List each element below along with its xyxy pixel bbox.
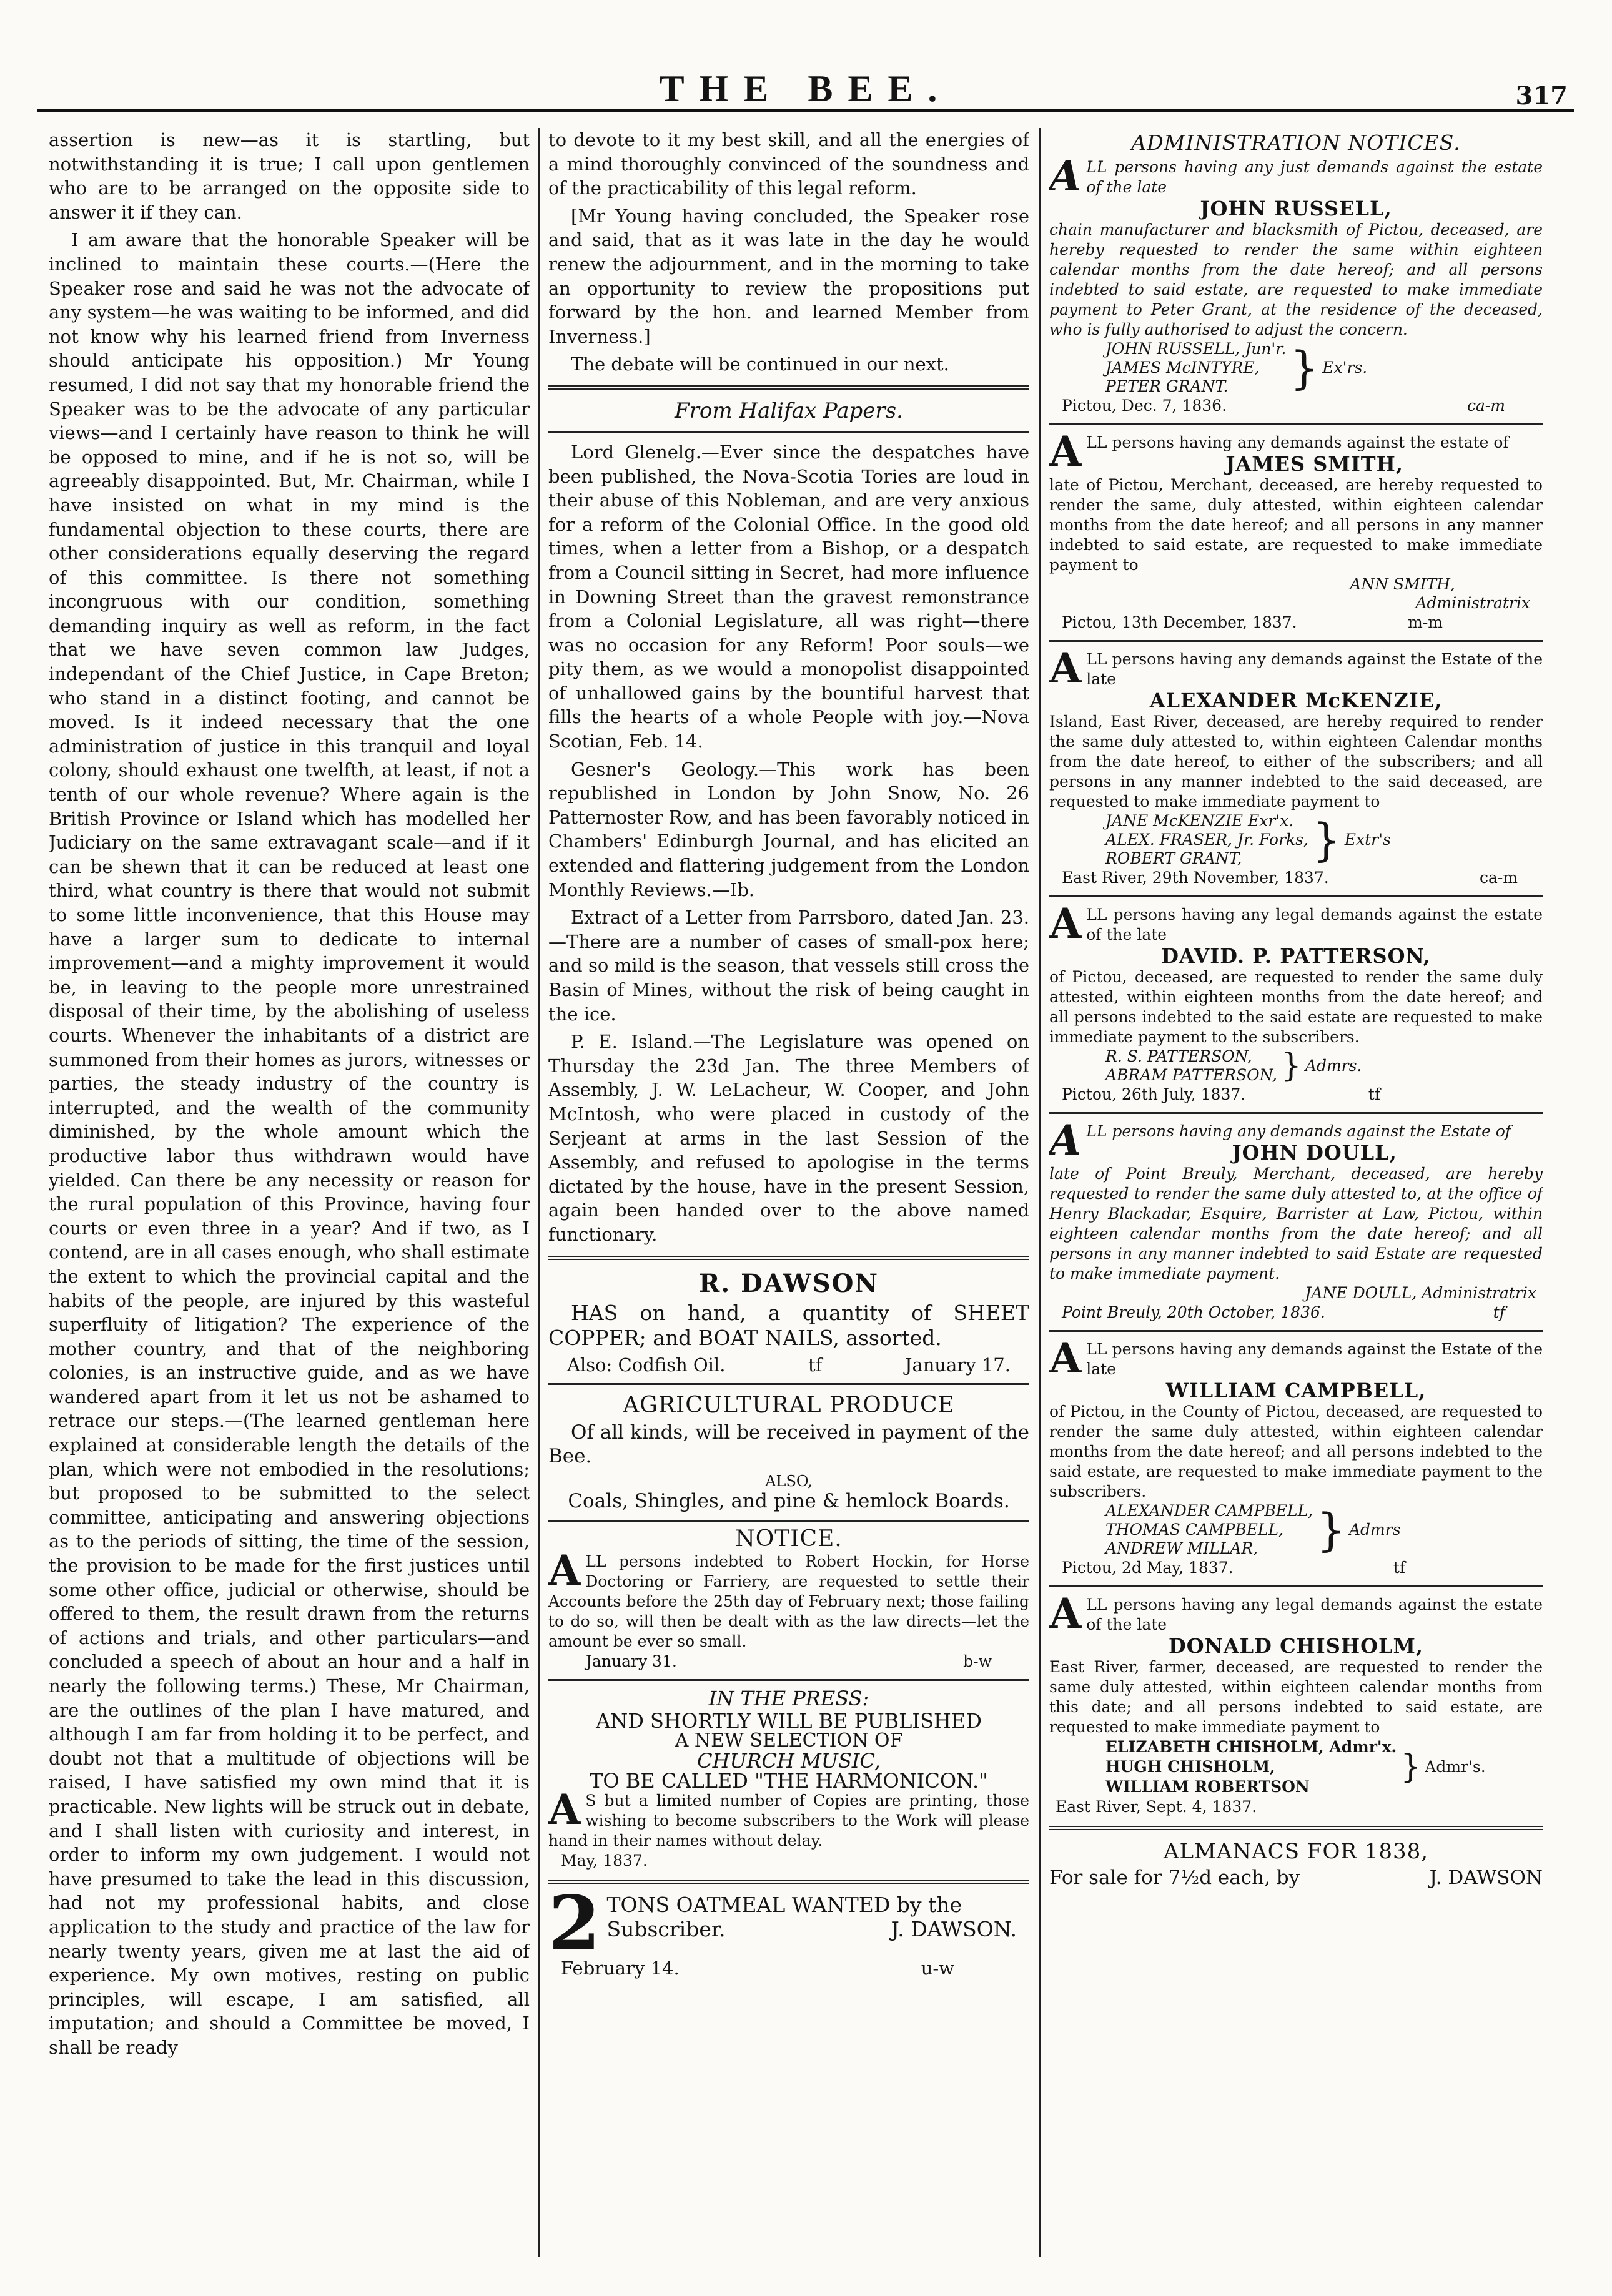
column-divider-2 <box>1039 128 1041 2257</box>
notice-place-date: Pictou, 26th July, 1837. <box>1062 1085 1246 1103</box>
notice-lead: LL persons having any legal demands against the estate of the late <box>1086 905 1543 944</box>
press-line5: TO BE CALLED "THE HARMONICON." <box>590 1768 988 1793</box>
column-3 <box>1049 128 1543 2259</box>
notice-code: ca-m <box>1466 397 1505 415</box>
masthead-rule <box>37 109 1574 112</box>
signatory: ROBERT GRANT, <box>1105 849 1242 867</box>
almanac-ad <box>1049 1839 1543 1889</box>
notice-campbell <box>1049 1334 1543 1578</box>
press-date: May, 1837. <box>561 1851 648 1870</box>
notice-body: Island, East River, deceased, are hereby required to render the same duly attested to, within eighteen Calendar months from the date hereof, to either of the subscribers; and all persons in any manner indebted to the said deceased, are requested to make immediate payment to <box>1049 712 1543 810</box>
notice-place-date: Pictou, 2d May, 1837. <box>1062 1559 1234 1577</box>
notice-lead: LL persons having any just demands against the estate of the late <box>1086 158 1543 196</box>
notice-chisholm <box>1049 1589 1543 1817</box>
oatmeal-code: u-w <box>921 1957 954 1979</box>
signatory-role: Ex'rs. <box>1322 358 1368 377</box>
signatory: JAMES McINTYRE, <box>1105 358 1260 377</box>
notice-doull <box>1049 1116 1543 1323</box>
drop-cap: A <box>1049 899 1082 948</box>
deceased-name: JOHN RUSSELL, <box>1200 197 1392 220</box>
signatory: ALEXANDER CAMPBELL, <box>1105 1502 1313 1520</box>
oatmeal-name: J. DAWSON. <box>891 1916 1017 1941</box>
speech-ending: to devote to it my best skill, and all the energies of a mind thoroughly convinced of the soundness and of the practicability of this legal reform. <box>548 129 1029 199</box>
section-rule <box>548 1679 1029 1681</box>
dawson-ad <box>548 1269 1029 1376</box>
brace: } <box>1312 814 1341 866</box>
oatmeal-line1: TONS OATMEAL WANTED by the <box>606 1892 962 1917</box>
notice-smith <box>1049 427 1543 633</box>
notice-place-date: Pictou, Dec. 7, 1836. <box>1062 397 1227 415</box>
speaker-note: [Mr Young having concluded, the Speaker rose and said, that as it was late in the day he would renew the adjournment, and in the morning to take an opportunity to review the propositions put forward by the hon. and learned Member from Inverness.] <box>548 205 1029 347</box>
masthead <box>37 56 1574 112</box>
signatory: ELIZABETH CHISHOLM, Admr'x. <box>1105 1738 1397 1756</box>
agri-also: ALSO, <box>765 1472 813 1490</box>
deceased-name: WILLIAM CAMPBELL, <box>1165 1379 1427 1402</box>
deceased-name: ALEXANDER McKENZIE, <box>1149 689 1443 712</box>
almanac-body: For sale for 7½d each, by <box>1049 1866 1300 1889</box>
agri-heading: AGRICULTURAL PRODUCE <box>623 1392 955 1418</box>
drop-cap: A <box>1049 644 1082 692</box>
signatory: ANN SMITH, <box>1350 575 1455 593</box>
dawson-date: January 17. <box>904 1354 1011 1376</box>
notice-body: chain manufacturer and blacksmith of Pictou, deceased, are hereby requested to render the same within eighteen calendar months from the date hereof; and all persons indebted to said estate, are requested to make immediate payment to Peter Grant, at the residence of the deceased, who is fully authorised to adjust the concern. <box>1049 220 1543 338</box>
notice-body: East River, farmer, deceased, are requested to render the same duly attested, within eighteen calendar months from this date; and all persons indebted to said estate, are requested to make immediate payment to <box>1049 1658 1543 1736</box>
agricultural-ad <box>548 1392 1029 1512</box>
signatory: WILLIAM ROBERTSON <box>1105 1778 1310 1796</box>
dawson-tf: tf <box>808 1354 823 1376</box>
halifax-heading: From Halifax Papers. <box>675 398 903 423</box>
deceased-name: JAMES SMITH, <box>1225 452 1403 476</box>
notice-lead: LL persons having any legal demands against the estate of the late <box>1086 1595 1543 1633</box>
speech-body: I am aware that the honorable Speaker will be inclined to maintain these courts.—(Here the Speaker rose and said he was not the advocate of any system—he was waiting to be informed, and did not know why his learned friend from Inverness should anticipate his opposition.) Mr Young resumed, I did not say that my honorable friend the Speaker was to be the advocate of any particular views—and I certainly have reason to think he will be opposed to mine, and if he is not so, will be agreeably disappointed. But, Mr. Chairman, while I have insisted on what in my mind is the fundamental objection to these courts, there are other considerations equally deserving the regard of this committee. Is there not something incongruous with our condition, something demanding inquiry as well as reform, in the fact that we have seven common law Judges, independant of the Chief Justice, in Cape Breton; who stand in a distinct footing, and cannot be moved. Is it indeed necessary that the one administration of justice in this tranquil and loyal colony, should exhaust one twelfth, at least, if not a tenth of our whole revenue? Where again is the British Province or Island which has modelled her Judiciary on the same extravagant scale—and if it can be shewn that it can be reduced at least one third, what country is there that would not submit to some little inconvenience, that this House may have a larger sum to dedicate to internal improvement—and a mighty improvement it would be, in leaving to the people more unrestrained disposal of their time, by the abolishing of useless courts. Whenever the inhabitants of a district are summoned from their homes as jurors, witnesses or parties, the steady industry of the country is interrupted, and the wealth of the community diminished, by the whole amount which the productive labor thus withdrawn would have yielded. Can there be any necessity or reason for the rural population of this Province, having four courts or even three in a year? And if two, as I contend, are in all cases enough, who shall estimate the extent to which the provincial capital and the habits of the people, are injured by this wasteful superfluity of litigation? The experience of the mother country, and that of the neighboring colonies, is an instructive guide, and as we have wandered apart from it let us not be ashamed to retrace our steps.—(The learned gentleman here explained at considerable length the details of the plan, which were not embodied in the resolutions; but proposed to be submitted to the select committee, anticipating and answering objections as to the periods of sitting, the time of the session, the provision to be made for the first justices until some other office, judicial or otherwise, should be offered to them, the result drawn from the returns of actions and trials, and other particulars—and concluded a speech of about an hour and a half in nearly the following terms.) These, Mr Chairman, are the outlines of the plan I have matured, and although I am far from holding it to be perfect, and doubt not that a multitude of objections will be raised, I have satisfied my own mind that it is practicable. New lights will be struck out in debate, and I shall listen with curiosity and interest, in order to inform my own judgement. I would not have presumed to take the lead in this discussion, had not my professional habits, and close application to the study and practice of the law for nearly twenty years, given me at last the aid of experience. My own motives, resting on public principles, will escape, I am satisfied, all imputation; and should a Committee be moved, I shall be ready <box>49 229 530 2058</box>
section-rule <box>1049 1826 1543 1830</box>
signatory-role: Admrs <box>1349 1520 1401 1539</box>
signatory-role: Admr's. <box>1425 1758 1486 1776</box>
dawson-also: Also: Codfish Oil. <box>567 1354 726 1376</box>
column-1 <box>49 128 530 2259</box>
section-rule <box>548 1520 1029 1522</box>
notice-body: of Pictou, in the County of Pictou, deceased, are requested to render the same duly attested, within eighteen calendar months from the date hereof; and all persons indebted to the said estate, are requested to make immediate payment to the subscribers. <box>1049 1402 1543 1500</box>
notice-heading: NOTICE. <box>735 1525 843 1552</box>
speech-continuation: assertion is new—as it is startling, but notwithstanding it is true; I call upon gentlemen who are to be arranged on the opposite side to answer it if they can. <box>49 129 530 223</box>
notice-code: tf <box>1368 1085 1380 1103</box>
drop-cap: A <box>1049 152 1082 200</box>
dawson-name: R. DAWSON <box>698 1268 879 1298</box>
deceased-name: DAVID. P. PATTERSON, <box>1161 944 1431 968</box>
section-rule <box>1049 640 1543 642</box>
news-item-glenelg: Lord Glenelg.—Ever since the despatches have been published, the Nova-Scotia Tories are loud in their abuse of this Nobleman, and are very anxious for a reform of the Colonial Office. In the good old times, when a letter from a Bishop, or a despatch from a Council sitting in Secret, had more influence in Downing Street than the gravest remonstrance from a Colonial Legislature, all was right—there was no occasion for any Reform! Poor souls—we pity them, as we would a monopolist disappointed of unhallowed gains by the bountiful harvest that fills the hearts of a whole People with joy.—Nova Scotian, Feb. 14. <box>548 441 1029 752</box>
notice-body: late of Point Breuly, Merchant, deceased, are hereby requested to render the same duly attested to, at the office of Henry Blackadar, Esquire, Barrister at Law, Pictou, within eighteen calendar months from the date hereof; and all persons in any manner indebted to said Estate are requested to make immediate payment. <box>1049 1165 1543 1283</box>
news-item-pei: P. E. Island.—The Legislature was opened on Thursday the 23d Jan. The three Members of Assembly, J. W. LeLacheur, W. Cooper, and John McIntosh, who were placed in custody of the Serjeant at arms in the last Session of the Assembly, and refused to apologise in the terms dictated by the house, have in the present Session, again been handed over to the above named functionary. <box>548 1031 1029 1245</box>
section-rule <box>548 431 1029 433</box>
section-rule <box>548 1383 1029 1385</box>
harmonicon-ad <box>548 1688 1029 1871</box>
agri-body2: Coals, Shingles, and pine & hemlock Boards. <box>568 1489 1010 1512</box>
section-rule <box>548 1880 1029 1884</box>
signatory-role: Admrs. <box>1305 1057 1362 1075</box>
section-rule <box>1049 423 1543 425</box>
drop-cap: A <box>1049 1334 1082 1382</box>
dawson-body: HAS on hand, a quantity of SHEET COPPER; and BOAT NAILS, assorted. <box>548 1300 1029 1350</box>
notice-lead: LL persons having any demands against the Estate of the late <box>1086 650 1543 688</box>
notice-body: late of Pictou, Merchant, deceased, are hereby requested to render the same, duly attested, within eighteen calendar months from the date hereof; and all persons in any manner indebted to said estate, are requested to make immediate payment to <box>1049 476 1543 574</box>
section-rule <box>548 385 1029 390</box>
press-line3: A NEW SELECTION OF <box>675 1729 903 1752</box>
brace: } <box>1290 342 1319 394</box>
notice-lead: LL persons having any demands against the Estate of <box>1086 1122 1511 1140</box>
deceased-name: JOHN DOULL, <box>1232 1141 1397 1165</box>
section-rule <box>1049 1330 1543 1332</box>
column-divider-1 <box>538 128 540 2257</box>
notice-code: tf <box>1393 1559 1405 1577</box>
page-number: 317 <box>1515 81 1568 111</box>
notice-lead: LL persons having any demands against the estate of <box>1086 433 1509 451</box>
brace: } <box>1400 1748 1422 1786</box>
signatory: JANE McKENZIE Exr'x. <box>1105 812 1294 830</box>
news-item-parrsboro: Extract of a Letter from Parrsboro, dated Jan. 23.—There are a number of cases of small-pox here; and so mild is the season, that vessels still cross the Basin of Mines, without the risk of being caught in the ice. <box>548 907 1029 1025</box>
notice-place-date: Point Breuly, 20th October, 1836. <box>1062 1303 1325 1321</box>
drop-cap: A <box>1049 427 1082 476</box>
notice-patterson <box>1049 899 1543 1105</box>
drop-cap: A <box>548 1785 581 1834</box>
signatory: R. S. PATTERSON, <box>1105 1047 1252 1065</box>
press-line4: CHURCH MUSIC, <box>697 1748 881 1773</box>
signatory: HUGH CHISHOLM, <box>1105 1758 1275 1776</box>
notice-body: of Pictou, deceased, are requested to render the same duly attested, within eighteen months from the date hereof; and all persons indebted to the said estate are requested to make immediate payment to the subscribers. <box>1049 968 1543 1046</box>
section-rule <box>1049 1585 1543 1587</box>
notice-code: tf <box>1493 1303 1505 1321</box>
oatmeal-date: February 14. <box>561 1957 680 1979</box>
drop-cap: A <box>548 1545 581 1595</box>
notice-code: b-w <box>963 1652 992 1670</box>
notice-code: m-m <box>1408 613 1443 631</box>
notice-lead: LL persons having any demands against the Estate of the late <box>1086 1340 1543 1378</box>
signatory: JOHN RUSSELL, Jun'r. <box>1105 340 1287 358</box>
drop-cap: A <box>1049 1589 1082 1638</box>
masthead-title: THE BEE. <box>659 68 952 109</box>
section-rule <box>548 1256 1029 1260</box>
signatory: PETER GRANT. <box>1105 377 1229 395</box>
notice-russell <box>1049 152 1543 416</box>
oatmeal-big-numeral: 2 <box>548 1879 601 1968</box>
notice-place-date: Pictou, 13th December, 1837. <box>1062 613 1297 631</box>
notice-place-date: East River, Sept. 4, 1837. <box>1056 1798 1257 1816</box>
notice-place-date: East River, 29th November, 1837. <box>1062 869 1329 887</box>
brace: } <box>1280 1047 1302 1085</box>
almanac-seller: J. DAWSON <box>1429 1866 1543 1889</box>
notice-code: ca-m <box>1479 869 1518 887</box>
signatory: JANE DOULL, Administratrix <box>1305 1284 1536 1302</box>
notice-date: January 31. <box>586 1652 677 1670</box>
press-line1: IN THE PRESS: <box>708 1686 869 1710</box>
agri-body: Of all kinds, will be received in payment of the Bee. <box>548 1421 1029 1468</box>
section-rule <box>1049 1112 1543 1114</box>
press-body: S but a limited number of Copies are printing, those wishing to become subscribers to the Work will please hand in their names without delay. <box>548 1791 1029 1850</box>
signatory: ALEX. FRASER, Jr. Forks, <box>1105 830 1308 849</box>
admin-notices-heading: ADMINISTRATION NOTICES. <box>1131 131 1461 155</box>
deceased-name: DONALD CHISHOLM, <box>1168 1634 1424 1658</box>
signatory: ANDREW MILLAR, <box>1105 1539 1258 1557</box>
drop-cap: A <box>1049 1116 1082 1165</box>
brace: } <box>1317 1504 1345 1556</box>
signatory-role: Administratrix <box>1415 594 1530 612</box>
signatory: ABRAM PATTERSON, <box>1105 1066 1277 1084</box>
almanac-heading: ALMANACS FOR 1838, <box>1163 1839 1429 1864</box>
column-2 <box>548 128 1029 2259</box>
oatmeal-ad <box>548 1879 1029 1979</box>
signatory-role: Extr's <box>1344 830 1391 849</box>
section-rule <box>1049 895 1543 897</box>
hockin-notice <box>548 1525 1029 1672</box>
news-item-geology: Gesner's Geology.—This work has been republished in London by John Snow, No. 26 Patternoster Row, and has been favorably noticed in Chambers' Edinburgh Journal, and has elicited an extended and flattering judgement from the London Monthly Reviews.—Ib. <box>548 758 1029 900</box>
oatmeal-subscriber: Subscriber. <box>606 1916 726 1941</box>
debate-continued: The debate will be continued in our next. <box>571 353 949 375</box>
signatory: THOMAS CAMPBELL, <box>1105 1520 1284 1539</box>
press-line2: AND SHORTLY WILL BE PUBLISHED <box>596 1708 982 1733</box>
notice-mckenzie <box>1049 644 1543 888</box>
notice-body: LL persons indebted to Robert Hockin, for Horse Doctoring or Farriery, are requested to settle their Accounts before the 25th day of February next; those failing to do so, will then be dealt with as the law directs—let the amount be ever so small. <box>548 1552 1029 1650</box>
